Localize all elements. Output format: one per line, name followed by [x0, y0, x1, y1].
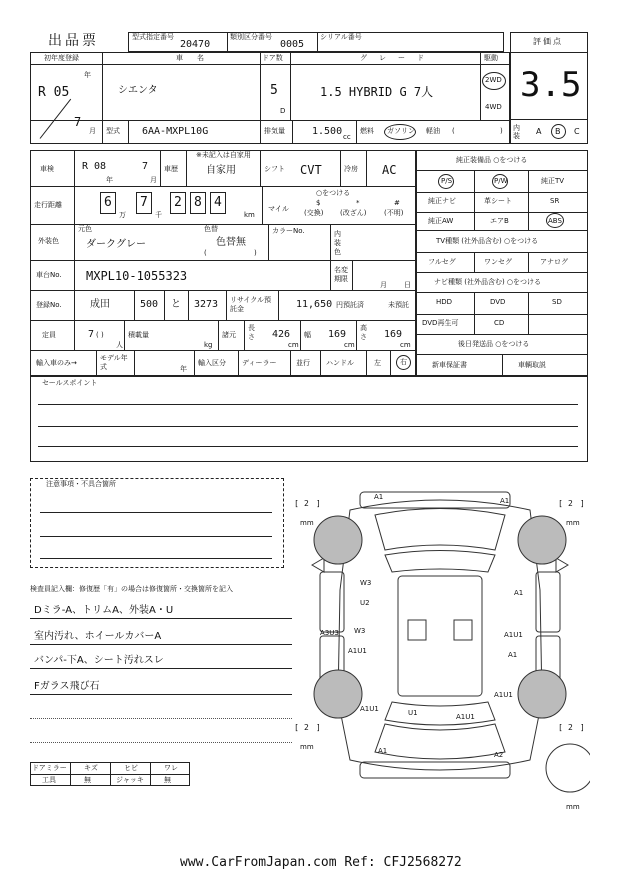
- displacement-label: 排気量: [264, 127, 285, 135]
- ac-value: AC: [382, 163, 397, 177]
- mileage-label: 走行距離: [34, 201, 62, 209]
- type-value: 20470: [180, 39, 211, 50]
- damage-mark: A1: [374, 493, 384, 501]
- mileage-opt-exchange: (交換): [304, 209, 324, 217]
- tone-value: 色替無: [216, 237, 246, 248]
- damage-mark: A2: [494, 751, 504, 759]
- model-label: 型式: [106, 127, 120, 135]
- damage-mark: A1: [500, 497, 510, 505]
- capacity-label: 定員: [42, 331, 56, 339]
- damage-mark: A1U1: [456, 713, 475, 721]
- handle-left: 左: [374, 359, 381, 367]
- extras-header-3: ヒビ: [124, 764, 138, 772]
- damage-mark: U2: [360, 599, 370, 607]
- damage-mark: A1U1: [348, 647, 367, 655]
- tire-fr-depth: 2: [568, 499, 573, 508]
- sales-point-label: セールスポイント: [42, 379, 98, 387]
- fuel-label: 燃料: [360, 127, 374, 135]
- later-title: 後日発送品 ○をつける: [458, 340, 530, 348]
- equip-ps: P/S: [441, 177, 453, 185]
- name-change-month-unit: 月: [380, 281, 387, 289]
- ac-label: 冷房: [344, 165, 358, 173]
- extras-value-4: 無: [164, 776, 171, 784]
- tire-rr-bracket-open: [: [558, 723, 563, 732]
- damage-mark: A1U1: [360, 705, 379, 713]
- damage-mark: U1: [408, 709, 418, 717]
- registration-label: 登録No.: [36, 301, 62, 309]
- model-year-unit: 年: [180, 365, 187, 373]
- tire-fr-bracket-open: [: [558, 499, 563, 508]
- shaken-year-unit: 年: [106, 176, 113, 184]
- notes-title: 注意事項・不具合箇所: [46, 480, 116, 488]
- registration-kana: と: [171, 299, 181, 310]
- width-label: 幅: [304, 331, 311, 339]
- import-category-label: 輸入区分: [198, 359, 226, 367]
- damage-mark: A1U1: [494, 691, 513, 699]
- tv-analog: アナログ: [540, 258, 568, 266]
- tire-rl-bracket-close: ]: [316, 723, 321, 732]
- later-manual: 車輌取説: [518, 361, 546, 369]
- history-note: ※未記入は自家用: [196, 151, 251, 159]
- mileage-unit-km: km: [244, 211, 255, 219]
- note-line-4: Fガラス飛び石: [34, 681, 100, 692]
- evaluation-score: 3.5: [520, 65, 582, 105]
- tire-fr-unit: mm: [566, 519, 580, 527]
- extras-value-3: ジャッキ: [116, 776, 144, 784]
- footer-reference: www.CarFromJapan.com Ref: CFJ2568272: [180, 855, 462, 870]
- length-unit: cm: [288, 341, 299, 349]
- extras-header-2: キズ: [84, 764, 98, 772]
- import-parallel: 並行: [296, 359, 310, 367]
- notes-box: [30, 478, 284, 568]
- mileage-opt-tamper: (改ざん): [340, 209, 367, 217]
- category-value: 0005: [280, 39, 305, 50]
- equip-pw: P/W: [494, 177, 508, 185]
- recycle-none: 未預託: [388, 301, 409, 309]
- equip-leather: 革シート: [484, 197, 512, 205]
- tv-fullseg: フルセグ: [428, 258, 456, 266]
- doors-value: 5: [270, 83, 278, 98]
- shaken-month: 7: [142, 161, 149, 172]
- import-dealer: ディーラー: [242, 359, 277, 367]
- equip-aw: 純正AW: [428, 217, 454, 225]
- mileage-digit-1: 6: [104, 195, 112, 210]
- vin-value: MXPL10-1055323: [86, 269, 188, 283]
- capacity-paren: ( ): [96, 331, 104, 339]
- tv-title: TV種類 (社外品含む) ○をつける: [436, 237, 539, 245]
- car-name-label: 車名: [176, 54, 218, 62]
- mileage-opt-unknown: (不明): [384, 209, 404, 217]
- tire-fl-depth: 2: [304, 499, 309, 508]
- damage-mark: A1: [378, 747, 388, 755]
- navi-hdd: HDD: [436, 298, 453, 306]
- damage-mark: A1U1: [504, 631, 523, 639]
- drive-2wd: 2WD: [485, 76, 502, 84]
- registration-number: 3273: [194, 299, 219, 310]
- interior-color-label: 内装色: [334, 230, 341, 256]
- note-line-1: Dミラ-A、トリムA、外装A・U: [34, 605, 174, 616]
- details-box: [30, 150, 416, 376]
- grade-value: 1.5 HYBRID G 7人: [320, 85, 434, 99]
- tire-fl-unit: mm: [300, 519, 314, 527]
- tire-spare-unit: mm: [566, 803, 580, 811]
- mileage-opt-unknown-mark: #: [394, 199, 400, 207]
- grade-label: グレード: [360, 54, 436, 62]
- drive-label: 駆動: [484, 54, 498, 62]
- mileage-unit-sen: 千: [155, 211, 162, 219]
- shaken-month-unit: 月: [150, 176, 157, 184]
- tone-label: 色替: [204, 225, 218, 233]
- displacement-unit: cc: [343, 133, 351, 141]
- tv-oneseg: ワンセグ: [484, 258, 512, 266]
- type-label: 型式指定番号: [132, 33, 174, 41]
- extras-header-1: ドアミラー: [32, 764, 67, 772]
- note-line-3: バンパ-下A、シート汚れスレ: [34, 655, 164, 666]
- car-name-value: シエンタ: [118, 85, 158, 96]
- serial-label: シリアル番号: [320, 33, 362, 41]
- handle-right: 右: [400, 358, 407, 366]
- equip-sr: SR: [550, 197, 560, 205]
- interior-grade-a: A: [536, 127, 542, 136]
- interior-grade-b: B: [555, 127, 561, 136]
- damage-mark: W3: [354, 627, 366, 635]
- shift-label: シフト: [264, 165, 285, 173]
- doors-label: ドア数: [262, 54, 283, 62]
- equip-airbag: エアB: [490, 217, 509, 225]
- fuel-other-close: ): [500, 127, 503, 135]
- mileage-opt-exchange-mark: $: [316, 199, 321, 207]
- registration-place: 成田: [90, 299, 110, 310]
- damage-mark: A3U3: [320, 629, 339, 637]
- evaluation-label: 評価点: [533, 37, 563, 46]
- interior-grade-c: C: [574, 127, 580, 136]
- recycle-label: リサイクル預託金: [230, 296, 272, 313]
- width-value: 169: [328, 329, 347, 340]
- handle-label: ハンドル: [326, 359, 354, 367]
- tire-rr-depth: 2: [568, 723, 573, 732]
- tire-rl-unit: mm: [300, 743, 314, 751]
- height-value: 169: [384, 329, 403, 340]
- car-damage-diagram: [290, 480, 590, 810]
- mileage-circle-note: ○をつける: [316, 189, 351, 197]
- note-line-2: 室内汚れ、ホイールカバーA: [34, 631, 162, 642]
- mileage-opt-tamper-mark: *: [356, 199, 360, 207]
- name-change-day-unit: 日: [404, 281, 411, 289]
- capacity-unit: 人: [116, 341, 123, 349]
- import-label: 輸入車のみ→: [36, 359, 77, 367]
- inspector-title: 検査員記入欄：修復歴「有」の場合は修復箇所・交換箇所を記入: [30, 585, 233, 593]
- first-reg-label: 初年度登録: [44, 54, 79, 62]
- navi-title: ナビ種類 (社外品含む) ○をつける: [434, 278, 542, 286]
- capacity-value: 7: [88, 329, 95, 340]
- damage-mark: A1: [514, 589, 524, 597]
- height-label: 高さ: [360, 324, 367, 341]
- mileage-opt-mile: マイル: [268, 205, 289, 213]
- model-value: 6AA-MXPL10G: [142, 126, 209, 137]
- shaken-label: 車検: [40, 165, 54, 173]
- fuel-gas: ガソリン: [387, 127, 415, 135]
- navi-sd: SD: [552, 298, 562, 306]
- extras-header-4: ワレ: [164, 764, 178, 772]
- mileage-digit-3: 2: [174, 195, 182, 210]
- extras-value-1: 工具: [42, 776, 56, 784]
- equip-tv: 純正TV: [541, 177, 565, 185]
- orig-color-label: 元色: [78, 225, 92, 233]
- later-warranty: 新車保証書: [432, 361, 467, 369]
- color-label: 外装色: [38, 237, 59, 245]
- equipment-title: 純正装備品 ○をつける: [456, 156, 528, 164]
- navi-dvd-play: DVD再生可: [422, 319, 459, 327]
- damage-mark: W3: [360, 579, 372, 587]
- equip-abs: ABS: [548, 217, 562, 225]
- interior-grade-label: 内装: [513, 124, 520, 140]
- model-year-label: モデル年式: [100, 354, 128, 371]
- registration-class: 500: [140, 299, 159, 310]
- orig-color-value: ダークグレー: [86, 239, 146, 250]
- fuel-light: 軽油: [426, 127, 440, 135]
- tire-fl-bracket-close: ]: [316, 499, 321, 508]
- shaken-year: R 08: [82, 161, 107, 172]
- first-reg-month: 7: [74, 115, 82, 129]
- tire-rl-bracket-open: [: [294, 723, 299, 732]
- load-label: 積載量: [128, 331, 149, 339]
- sales-point-box: [30, 376, 588, 462]
- history-value: 自家用: [206, 165, 236, 176]
- mileage-digit-2: 7: [140, 195, 148, 210]
- mileage-digit-5: 4: [214, 195, 222, 210]
- navi-cd: CD: [494, 319, 505, 327]
- extras-value-2: 無: [84, 776, 91, 784]
- damage-mark: A1: [508, 651, 518, 659]
- tire-fr-bracket-close: ]: [580, 499, 585, 508]
- first-reg-month-unit: 月: [89, 127, 96, 135]
- tire-fl-bracket-open: [: [294, 499, 299, 508]
- width-unit: cm: [344, 341, 355, 349]
- length-value: 426: [272, 329, 291, 340]
- drive-4wd: 4WD: [485, 103, 502, 111]
- tire-rl-depth: 2: [304, 723, 309, 732]
- tire-rr-bracket-close: ]: [580, 723, 585, 732]
- first-reg-year: R 05: [38, 85, 70, 100]
- history-label: 車歴: [164, 165, 178, 173]
- height-unit: cm: [400, 341, 411, 349]
- displacement-value: 1.500: [312, 126, 343, 137]
- tone-paren-open: (: [204, 249, 207, 257]
- length-label: 長さ: [248, 324, 255, 341]
- dims-label: 諸元: [222, 331, 236, 339]
- first-reg-year-unit: 年: [84, 71, 91, 79]
- color-no-label: カラーNo.: [272, 227, 305, 235]
- load-unit: kg: [204, 341, 213, 349]
- shift-value: CVT: [300, 163, 322, 177]
- navi-dvd: DVD: [490, 298, 506, 306]
- tone-paren-close: ): [254, 249, 257, 257]
- mileage-digit-4: 8: [194, 195, 202, 210]
- name-change-label: 名変期限: [334, 266, 348, 283]
- mileage-unit-man: 万: [119, 211, 126, 219]
- category-label: 類別区分番号: [230, 33, 272, 41]
- fuel-other-open: (: [452, 127, 455, 135]
- equip-navi: 純正ナビ: [428, 197, 456, 205]
- sheet-title: 出品票: [48, 33, 99, 49]
- recycle-value: 11,650: [296, 299, 333, 310]
- recycle-unit: 円預託済: [336, 301, 364, 309]
- vin-label: 車台No.: [36, 271, 62, 279]
- doors-sub: D: [280, 107, 286, 115]
